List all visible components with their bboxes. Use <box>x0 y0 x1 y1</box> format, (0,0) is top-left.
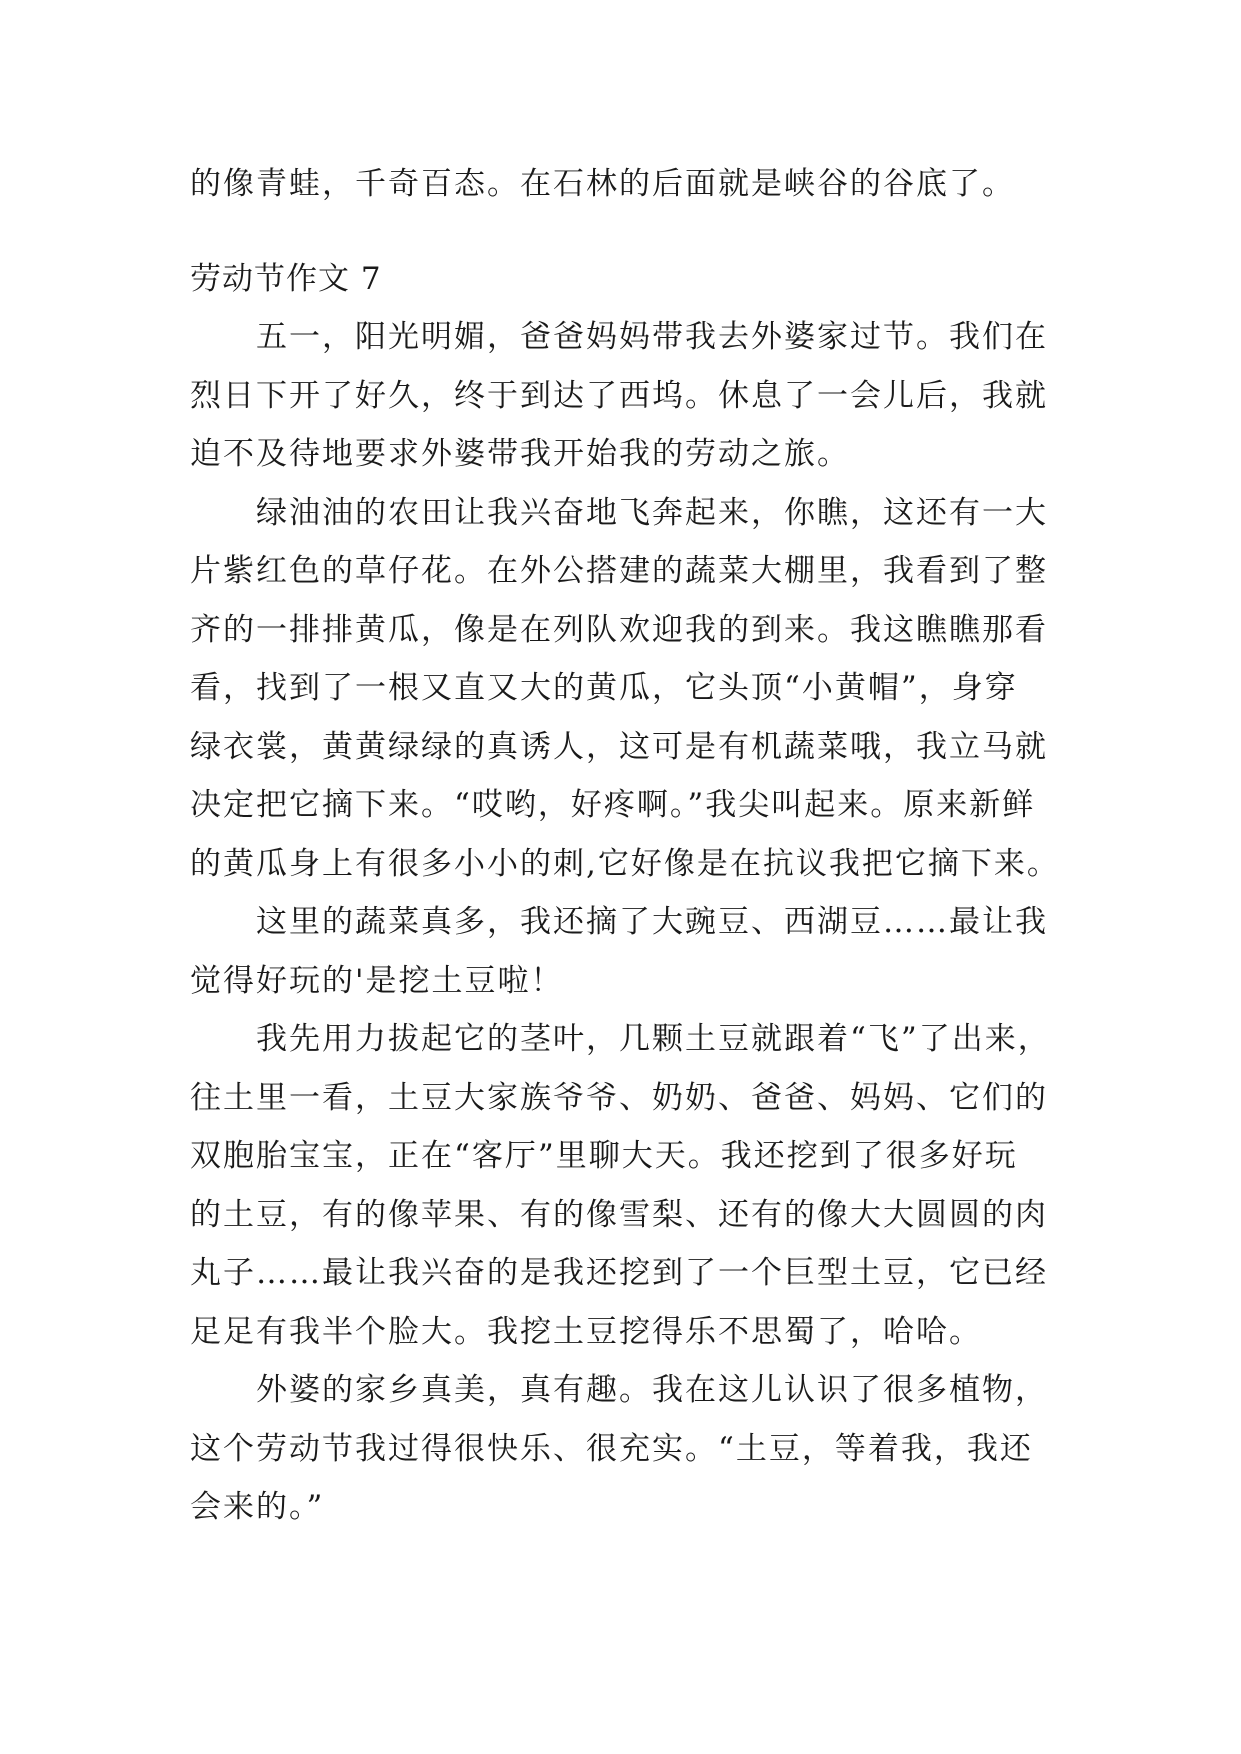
text-line: 决定把它摘下来。“哎哟，好疼啊。”我尖叫起来。原来新鲜 <box>190 787 1036 823</box>
text-line: 觉得好玩的'是挖土豆啦！ <box>190 962 564 999</box>
section-gap <box>190 214 1050 250</box>
text-line: 看，找到了一根又直又大的黄瓜，它头顶“小黄帽”，身穿 <box>190 670 1018 706</box>
text-line: 绿衣裳，黄黄绿绿的真诱人，这可是有机蔬菜哦，我立马就 <box>190 728 1048 765</box>
document-body <box>190 155 1060 1537</box>
text-line: 齐的一排排黄瓜，像是在列队欢迎我的到来。我这瞧瞧那看 <box>190 611 1048 648</box>
text-line: 这个劳动节我过得很快乐、很充实。“土豆，等着我，我还 <box>190 1430 1033 1467</box>
essay-text <box>190 308 1060 1537</box>
text-line: 的土豆，有的像苹果、有的像雪梨、还有的像大大圆圆的肉 <box>190 1196 1048 1233</box>
text-line: 足足有我半个脸大。我挖土豆挖得乐不思蜀了，哈哈。 <box>190 1313 982 1350</box>
text-line: 的黄瓜身上有很多小小的刺,它好像是在抗议我把它摘下来。 <box>190 845 1060 882</box>
text-line: 我先用力拔起它的茎叶，几颗土豆就跟着“飞”了出来， <box>256 1021 1051 1057</box>
text-line: 这里的蔬菜真多，我还摘了大豌豆、西湖豆……最让我 <box>256 904 1048 940</box>
text-line: 丸子……最让我兴奋的是我还挖到了一个巨型土豆，它已经 <box>190 1255 1048 1291</box>
text-line: 烈日下开了好久，终于到达了西坞。休息了一会儿后，我就 <box>190 377 1048 414</box>
text-line: 双胞胎宝宝，正在“客厅”里聊大天。我还挖到了很多好玩 <box>190 1138 1018 1174</box>
text-line: 外婆的家乡真美，真有趣。我在这儿认识了很多植物， <box>256 1372 1048 1408</box>
text-line: 会来的。” <box>190 1489 325 1525</box>
text-line: 迫不及待地要求外婆带我开始我的劳动之旅。 <box>190 436 850 472</box>
text-line: 片紫红色的草仔花。在外公搭建的蔬菜大棚里，我看到了整 <box>190 553 1048 589</box>
text-line: 绿油油的农田让我兴奋地飞奔起来，你瞧，这还有一大 <box>256 494 1048 531</box>
text-line: 往土里一看，土豆大家族爷爷、奶奶、爸爸、妈妈、它们的 <box>190 1079 1048 1116</box>
essay-title: 劳动节作文 7 <box>190 260 382 297</box>
text-line: 的像青蛙，千奇百态。在石林的后面就是峡谷的谷底了。 <box>190 166 1015 202</box>
text-line: 五一，阳光明媚，爸爸妈妈带我去外婆家过节。我们在 <box>256 319 1048 355</box>
